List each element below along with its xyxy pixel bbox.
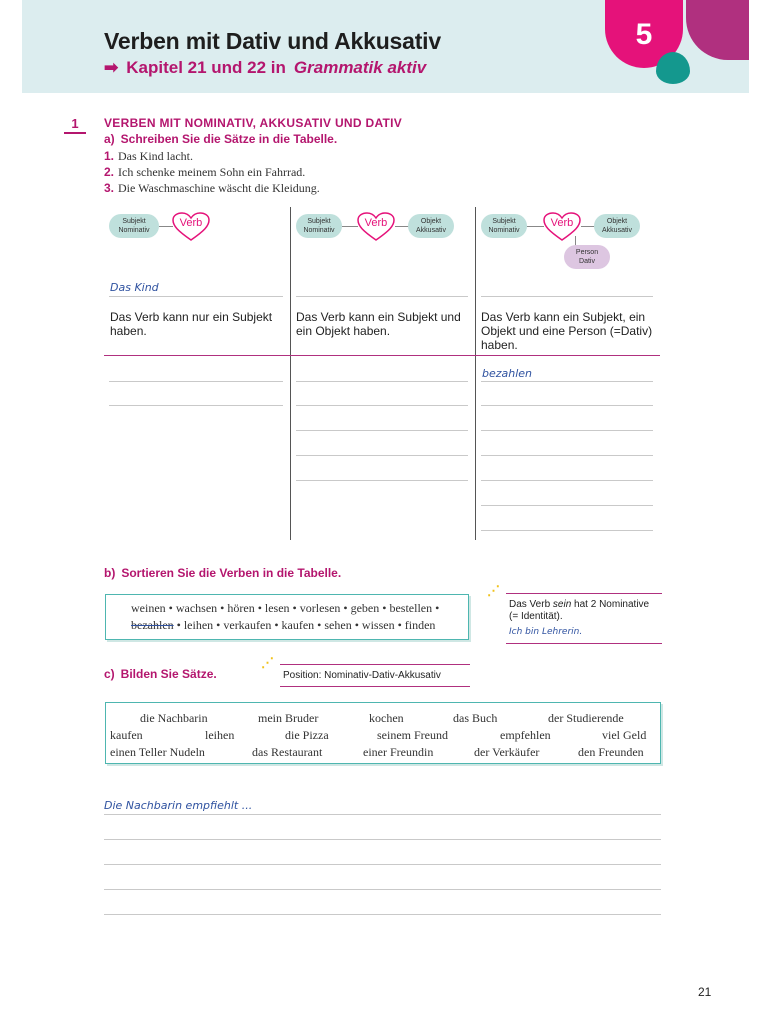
page-subtitle xyxy=(104,58,426,78)
connector xyxy=(342,226,358,227)
subtitle-book: Grammatik aktiv xyxy=(293,58,427,77)
answer-line[interactable] xyxy=(296,480,468,481)
pill-subject-col3: Subjekt Nominativ xyxy=(481,214,527,238)
answer-line[interactable] xyxy=(296,405,468,406)
word: einer Freundin xyxy=(363,745,434,759)
connector xyxy=(581,226,595,227)
description-col2: Das Verb kann ein Subjekt und ein Objekt haben. xyxy=(296,310,461,338)
heart-verb-col3: Verb xyxy=(543,212,581,242)
task-c-instruction: Bilden Sie Sätze. xyxy=(120,667,217,681)
answer-line[interactable] xyxy=(104,889,661,890)
exercise-title: VERBEN MIT NOMINATIV, AKKUSATIV UND DATIV xyxy=(104,116,403,130)
task-a-label: a) xyxy=(104,132,115,146)
task-b-label: b) xyxy=(104,566,116,580)
task-c-label: c) xyxy=(104,667,115,681)
tip-rule-bottom xyxy=(506,643,662,644)
connector xyxy=(395,226,409,227)
example-col3: bezahlen xyxy=(482,367,533,380)
tip-rule-top xyxy=(280,664,470,665)
table-divider-1 xyxy=(290,207,291,540)
answer-line[interactable] xyxy=(481,530,653,531)
tip-position: Position: Nominativ-Dativ-Akkusativ xyxy=(283,670,441,681)
task-c-heading xyxy=(104,667,217,681)
answer-line[interactable] xyxy=(481,480,653,481)
sparkle-icon: ⋰ xyxy=(487,583,500,598)
word: den Freunden xyxy=(578,745,644,759)
page-title: Verben mit Dativ und Akkusativ xyxy=(104,28,441,54)
word: die Nachbarin xyxy=(140,711,208,725)
tip-rule-top xyxy=(506,593,662,594)
sentence-3: 3. Die Waschmaschine wäscht die Kleidung. xyxy=(104,181,320,195)
word: das Restaurant xyxy=(252,745,323,759)
word: empfehlen xyxy=(500,728,551,742)
exercise-number: 1 xyxy=(64,116,86,131)
answer-line xyxy=(109,296,283,297)
word: seinem Freund xyxy=(377,728,448,742)
task-a-instruction: Schreiben Sie die Sätze in die Tabelle. xyxy=(120,132,338,146)
arrow-right-icon: ➡ xyxy=(104,58,119,77)
verb-list-line1: weinen • wachsen • hören • lesen • vorlesen • geben • bestellen • xyxy=(131,601,440,615)
task-b-instruction: Sortieren Sie die Verben in die Tabelle. xyxy=(121,566,342,580)
answer-line[interactable] xyxy=(104,839,661,840)
sparkle-icon: ⋰ xyxy=(261,655,274,670)
word: der Studierende xyxy=(548,711,624,725)
pill-subject-col1: Subjekt Nominativ xyxy=(109,214,159,238)
subtitle-prefix: Kapitel 21 und 22 in xyxy=(126,58,286,77)
word: kaufen xyxy=(110,728,143,742)
example-col1: Das Kind xyxy=(110,281,159,294)
pill-object-col2: Objekt Akkusativ xyxy=(408,214,454,238)
answer-line[interactable] xyxy=(296,430,468,431)
answer-line[interactable] xyxy=(104,814,661,815)
pill-person-col3: Person Dativ xyxy=(564,245,610,269)
connector xyxy=(159,226,173,227)
answer-line xyxy=(481,296,653,297)
page-number: 21 xyxy=(698,985,712,999)
sentence-1: 1. Das Kind lacht. xyxy=(104,149,193,163)
table-divider-2 xyxy=(475,207,476,540)
chapter-number: 5 xyxy=(635,18,653,51)
answer-line[interactable] xyxy=(104,914,661,915)
word: leihen xyxy=(205,728,235,742)
word: kochen xyxy=(369,711,404,725)
answer-line xyxy=(296,296,468,297)
answer-line[interactable] xyxy=(109,381,283,382)
struck-verb: bezahlen xyxy=(131,618,174,632)
tip-example: Ich bin Lehrerin. xyxy=(509,627,583,637)
answer-line[interactable] xyxy=(481,405,653,406)
heart-verb-col1: Verb xyxy=(172,212,210,242)
task-a-heading xyxy=(104,132,337,146)
word: einen Teller Nudeln xyxy=(110,745,205,759)
description-col1: Das Verb kann nur ein Subjekt haben. xyxy=(110,310,273,338)
decor-blob-teal xyxy=(656,52,690,84)
sentence-2: 2. Ich schenke meinem Sohn ein Fahrrad. xyxy=(104,165,306,179)
answer-line[interactable] xyxy=(109,405,283,406)
word: viel Geld xyxy=(602,728,647,742)
pill-subject-col2: Subjekt Nominativ xyxy=(296,214,342,238)
description-col3: Das Verb kann ein Subjekt, ein Objekt und eine Person (=Dativ) haben. xyxy=(481,310,653,352)
word: die Pizza xyxy=(285,728,329,742)
answer-line[interactable] xyxy=(481,455,653,456)
answer-example: Die Nachbarin empfiehlt ... xyxy=(104,799,253,812)
verb-list-line2: bezahlen • leihen • verkaufen • kaufen • sehen • wissen • finden xyxy=(131,618,436,632)
tip-sein: Das Verb sein hat 2 Nominative (= Identität). xyxy=(509,599,650,622)
heart-verb-col2: Verb xyxy=(357,212,395,242)
answer-line[interactable] xyxy=(481,381,653,382)
word: der Verkäufer xyxy=(474,745,540,759)
answer-line[interactable] xyxy=(104,864,661,865)
connector xyxy=(527,226,544,227)
answer-line[interactable] xyxy=(481,505,653,506)
task-b-heading xyxy=(104,566,341,580)
word: mein Bruder xyxy=(258,711,319,725)
table-header-rule xyxy=(104,355,660,356)
answer-line[interactable] xyxy=(481,430,653,431)
word: das Buch xyxy=(453,711,498,725)
tip-rule-bottom xyxy=(280,686,470,687)
pill-object-col3: Objekt Akkusativ xyxy=(594,214,640,238)
answer-line[interactable] xyxy=(296,381,468,382)
answer-line[interactable] xyxy=(296,455,468,456)
